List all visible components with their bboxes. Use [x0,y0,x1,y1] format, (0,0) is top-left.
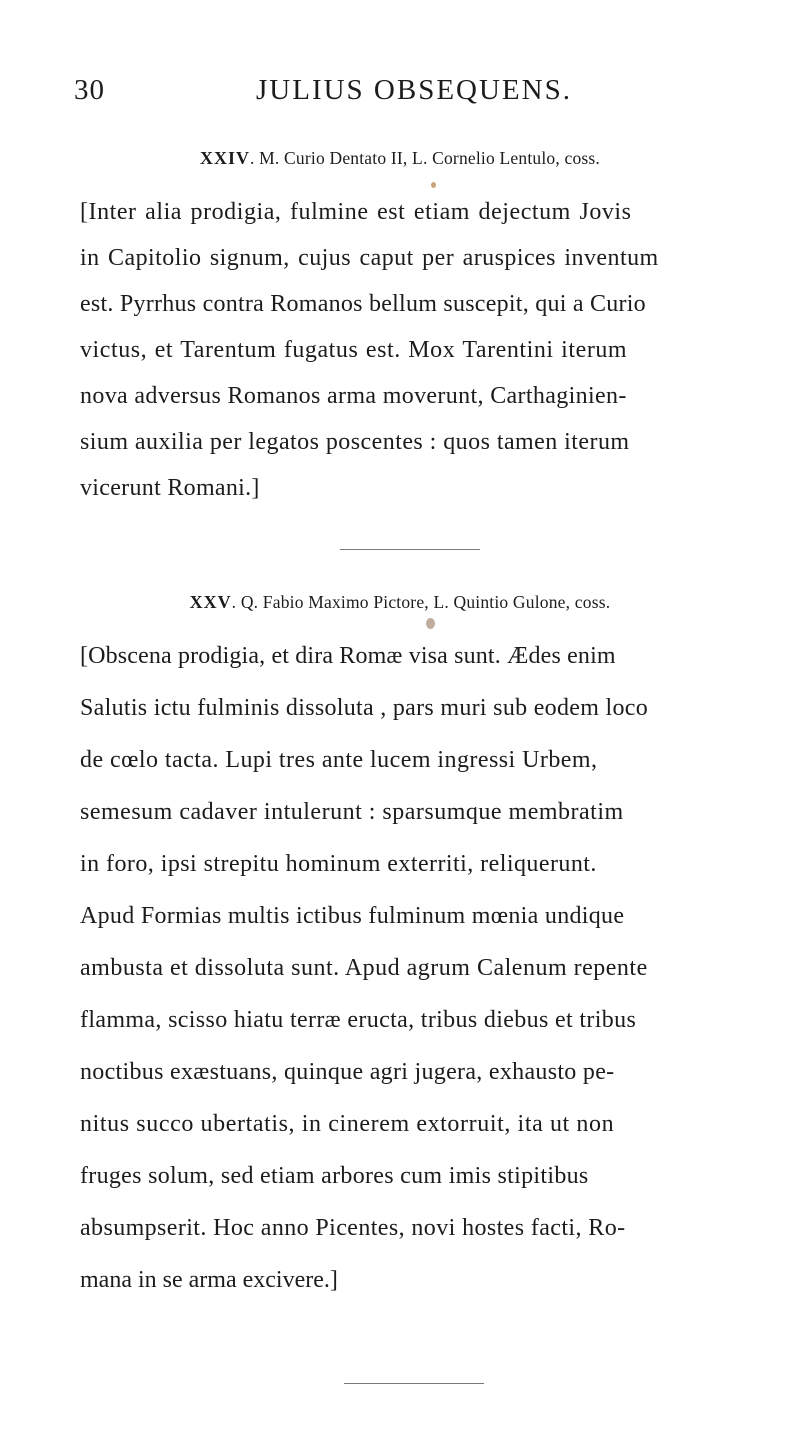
text-line: Salutis ictu fulminis dissoluta , pars muri sub eodem loco [80,695,649,721]
text-line: [Inter alia prodigia, fulmine est etiam dejectum Jovis [80,199,632,225]
section-divider [344,1383,484,1384]
text-line: flamma, scisso hiatu terræ eructa, tribus diebus et tribus [80,1007,637,1033]
text-line: nitus succo ubertatis, in cinerem extorruit, ita ut non [80,1111,615,1137]
running-head [74,74,754,114]
page-number: 30 [74,74,105,106]
section-heading-xxiv [0,148,800,169]
text-line: mana in se arma excivere.] [80,1267,338,1293]
section-divider [340,549,480,550]
text-line: in foro, ipsi strepitu hominum exterriti, reliquerunt. [80,851,597,877]
text-line: victus, et Tarentum fugatus est. Mox Tarentini iterum [80,337,628,363]
paper-spot [426,618,435,629]
text-line: fruges solum, sed etiam arbores cum imis stipitibus [80,1163,589,1189]
text-line: absumpserit. Hoc anno Picentes, novi hostes facti, Ro- [80,1215,626,1241]
paper-spot [431,182,436,188]
text-line: sium auxilia per legatos poscentes : quos tamen iterum [80,429,630,455]
text-line: semesum cadaver intulerunt : sparsumque membratim [80,799,624,825]
section-heading-xxv [0,592,800,613]
text-line: de cœlo tacta. Lupi tres ante lucem ingressi Urbem, [80,747,598,773]
section-consuls: . M. Curio Dentato II, L. Cornelio Lentulo, coss. [249,148,601,168]
text-line: nova adversus Romanos arma moverunt, Carthaginien- [80,383,627,409]
text-line: ambusta et dissoluta sunt. Apud agrum Calenum repente [80,955,648,981]
book-title: JULIUS OBSEQUENS. [256,74,572,106]
text-line: in Capitolio signum, cujus caput per aruspices inventum [80,245,659,271]
text-line: Apud Formias multis ictibus fulminum mœnia undique [80,903,625,929]
section-number: XXV [189,592,232,612]
text-line: est. Pyrrhus contra Romanos bellum suscepit, qui a Curio [80,291,646,317]
text-line: noctibus exæstuans, quinque agri jugera, exhausto pe- [80,1059,615,1085]
section-number: XXIV [199,148,250,168]
text-line: vicerunt Romani.] [80,475,260,501]
text-line: [Obscena prodigia, et dira Romæ visa sunt. Ædes enim [80,643,616,669]
section-consuls: . Q. Fabio Maximo Pictore, L. Quintio Gulone, coss. [231,592,611,612]
